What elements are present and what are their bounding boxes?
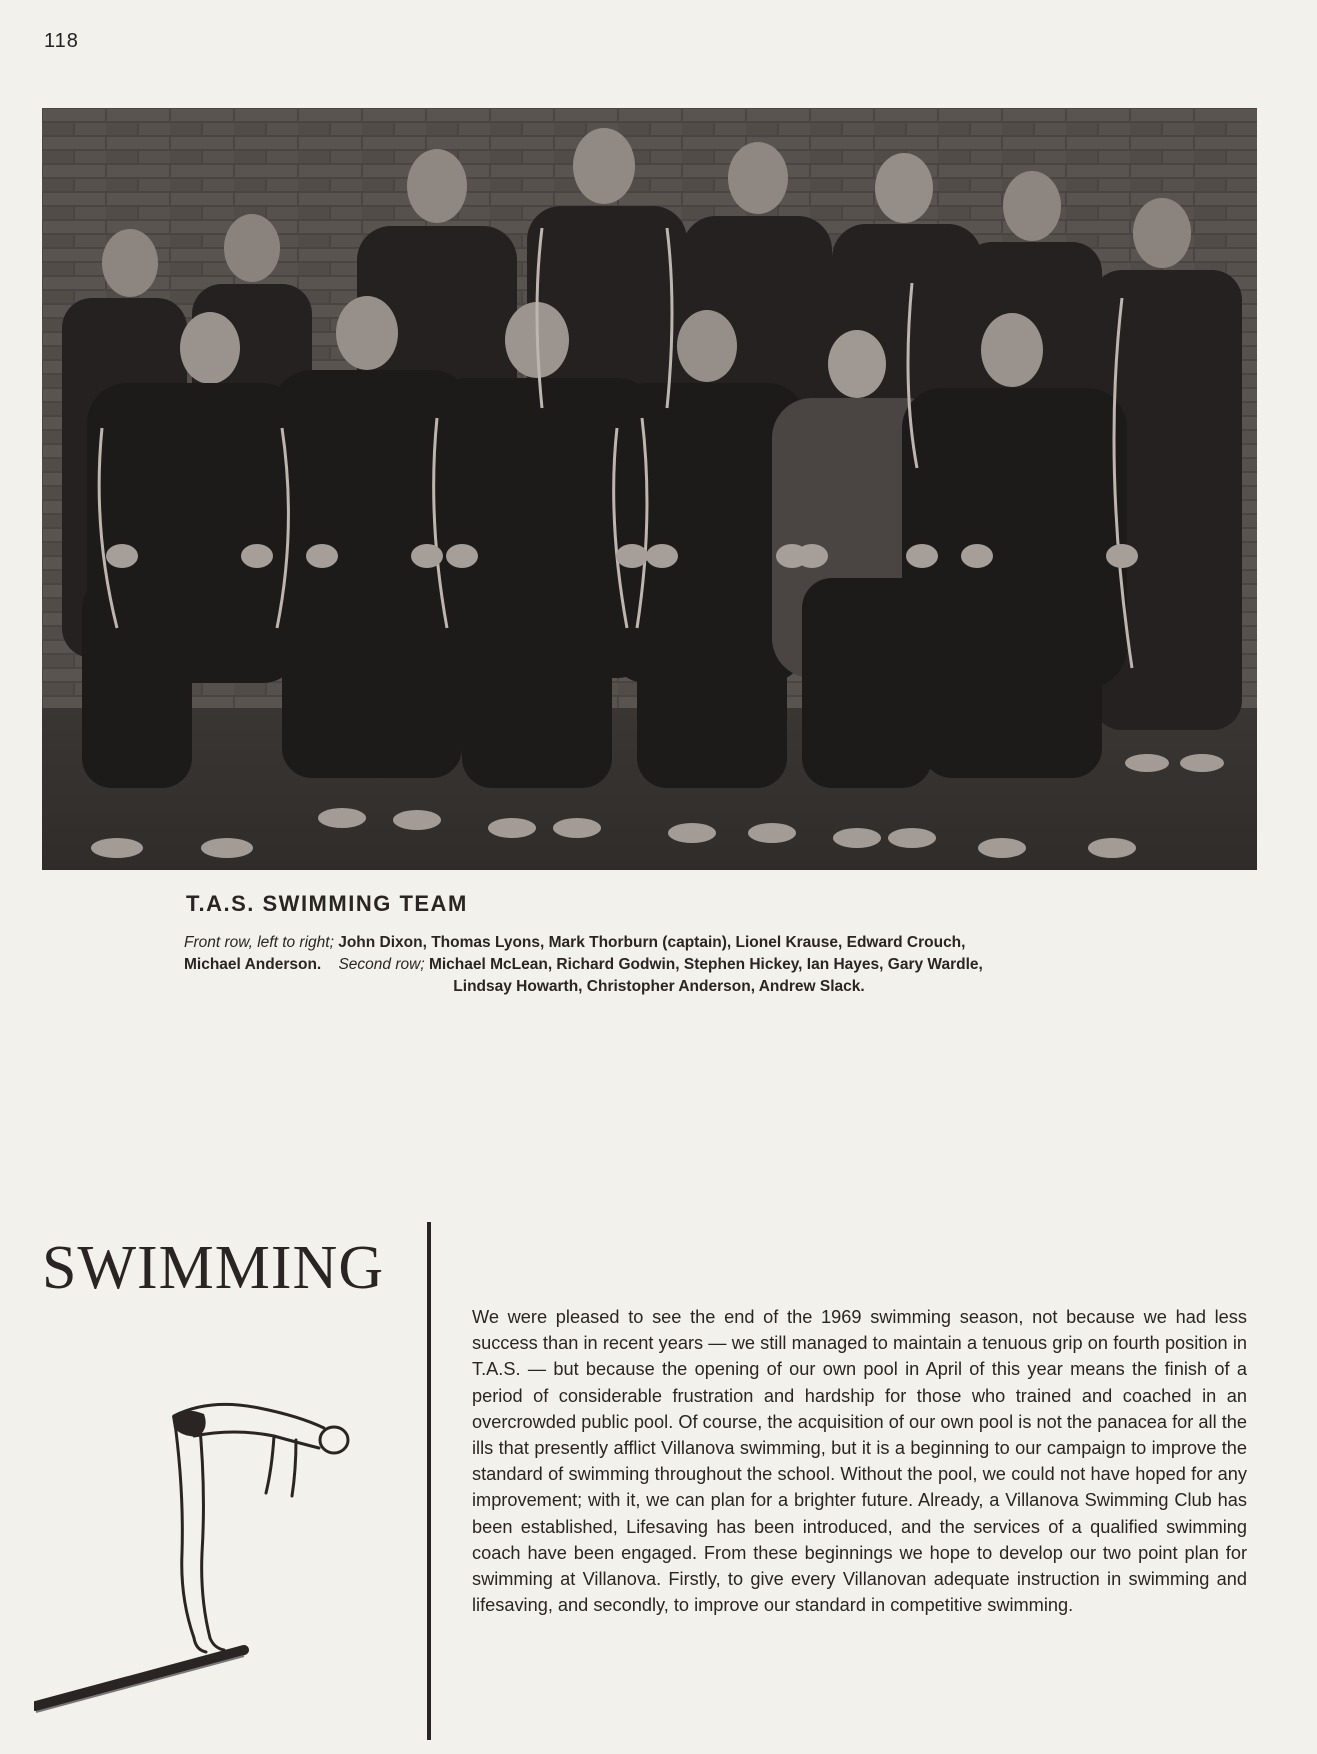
photo-caption-title: T.A.S. SWIMMING TEAM: [186, 891, 468, 916]
second-row-names: Michael McLean, Richard Godwin, Stephen Hickey, Ian Hayes, Gary Wardle,: [428, 956, 983, 973]
article-body: [472, 1304, 1247, 1618]
second-row-label: Second row;: [338, 956, 425, 973]
page-number: 118: [44, 30, 79, 52]
front-row-names-cont: Michael Anderson.: [184, 956, 322, 973]
diver-icon: [34, 1388, 354, 1718]
second-row-names-cont: Lindsay Howarth, Christopher Anderson, Andrew Slack.: [453, 978, 865, 995]
front-row-label: Front row, left to right;: [184, 934, 334, 951]
team-photo: [42, 108, 1257, 870]
front-row-names: John Dixon, Thomas Lyons, Mark Thorburn (captain), Lionel Krause, Edward Crouch,: [338, 934, 966, 951]
section-title: SWIMMING: [42, 1234, 385, 1302]
article-paragraph: We were pleased to see the end of the 1969 swimming season, not because we had less success than in recent years — we still managed to maintain a tenuous grip on fourth position in T.A.S. — but because the opening of our own pool in April of this year means the finish of a period of considerable frustration and hardship for those who trained and coached in an overcrowded public pool. Of course, the acquisition of our own pool is not the panacea for all the ills that presently afflict Villanova swimming, but it is a beginning to our campaign to improve the standard of swimming throughout the school. Without the pool, we could not have hoped for any improvement; with it, we can plan for a brighter future. Already, a Villanova Swimming Club has been established, Lifesaving has been introduced, and the services of a qualified swimming coach have been engaged. From these beginnings we hope to develop our two point plan for swimming at Villanova. Firstly, to give every Villanovan adequate instruction in swimming and lifesaving, and secondly, to improve our standard in competitive swimming.: [472, 1307, 1247, 1616]
column-divider: [427, 1222, 431, 1740]
photo-caption: [184, 932, 1134, 998]
